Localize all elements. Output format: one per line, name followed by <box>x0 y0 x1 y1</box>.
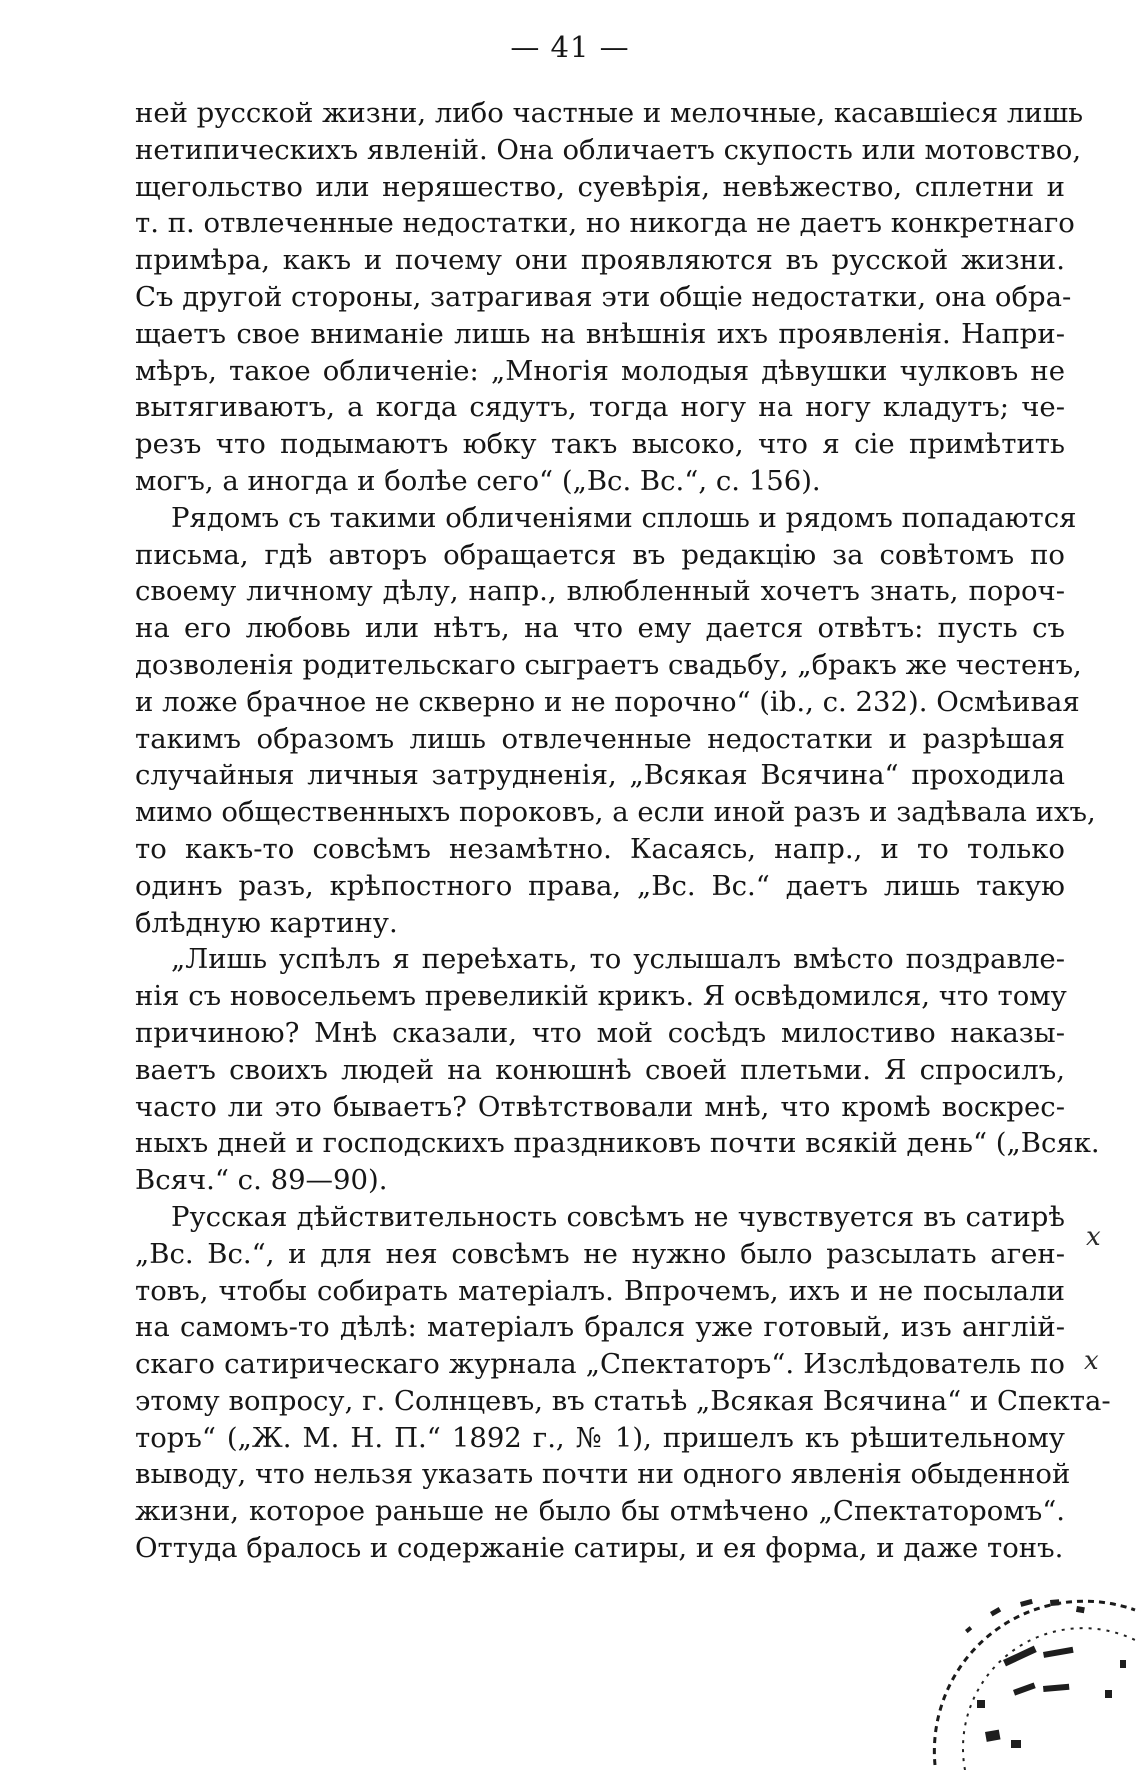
text-line: выводу, что нельзя указать почти ни одного явленія обыденной <box>135 1458 1071 1491</box>
text-line: такимъ образомъ лишь отвлеченные недостатки и разрѣшая <box>135 722 1065 755</box>
text-line: своему личному дѣлу, напр., влюбленный хочетъ знать, пороч- <box>135 575 1065 608</box>
text-line: и ложе брачное не скверно и не порочно“ (ib., с. 232). Осмѣивая <box>135 685 1080 718</box>
paragraph-3 <box>135 941 1100 1199</box>
paragraph-1 <box>135 95 1084 500</box>
page-number: — 41 — <box>510 30 630 64</box>
text-line: мимо общественныхъ пороковъ, а если иной разъ и задѣвала ихъ, <box>135 796 1096 829</box>
text-line: „Лишь успѣлъ я переѣхать, то услышалъ вмѣсто поздравле- <box>171 943 1065 976</box>
text-line: нетипическихъ явленій. Она обличаетъ скупость или мотовство, <box>135 133 1082 166</box>
text-line: нія съ новосельемъ превеликій крикъ. Я освѣдомился, что тому <box>135 980 1067 1013</box>
body-text <box>135 95 1111 1567</box>
text-line: Оттуда бралось и содержаніе сатиры, и ея форма, и даже тонъ. <box>135 1532 1064 1565</box>
text-line: то какъ-то совсѣмъ незамѣтно. Касаясь, напр., и то только <box>135 832 1065 865</box>
text-line: дозволенія родительскаго сыграетъ свадьбу, „бракъ же честенъ, <box>135 648 1082 681</box>
text-line: т. п. отвлеченные недостатки, но никогда не даетъ конкретнаго <box>135 207 1075 240</box>
text-line: случайныя личныя затрудненія, „Всякая Всячина“ проходила <box>135 759 1065 792</box>
text-line: щаетъ свое вниманіе лишь на внѣшнія ихъ проявленія. Напри- <box>135 317 1065 350</box>
text-line: ваетъ своихъ людей на конюшнѣ своей плетьми. Я спросилъ, <box>135 1053 1065 1086</box>
text-line: Съ другой стороны, затрагивая эти общіе недостатки, она обра- <box>135 280 1072 313</box>
text-line: причиною? Мнѣ сказали, что мой сосѣдъ милостиво наказы- <box>135 1016 1065 1049</box>
margin-note-mark: x <box>1086 1222 1101 1252</box>
paragraph-4 <box>135 1199 1111 1567</box>
text-line: скаго сатирическаго журнала „Спектаторъ“. Изслѣдователь по <box>135 1348 1065 1381</box>
margin-note-mark: x <box>1084 1346 1099 1376</box>
text-line: торъ“ („Ж. М. Н. П.“ 1892 г., № 1), пришелъ къ рѣшительному <box>135 1421 1065 1454</box>
text-line: ныхъ дней и господскихъ праздниковъ почти всякій день“ („Всяк. <box>135 1127 1100 1160</box>
text-line: товъ, чтобы собирать матеріалъ. Впрочемъ, ихъ и не посылали <box>135 1274 1065 1307</box>
stamp-icon <box>925 1590 1140 1770</box>
text-line: мѣръ, такое обличеніе: „Многія молодыя дѣвушки чулковъ не <box>135 354 1065 387</box>
paragraph-2 <box>135 500 1096 942</box>
text-line: часто ли это бываетъ? Отвѣтствовали мнѣ, что кромѣ воскрес- <box>135 1090 1065 1123</box>
text-line: Русская дѣйствительность совсѣмъ не чувствуется въ сатирѣ <box>171 1200 1065 1233</box>
text-line: Всяч.“ с. 89—90). <box>135 1164 388 1197</box>
text-line: щегольство или неряшество, суевѣрія, невѣжество, сплетни и <box>135 170 1065 203</box>
text-line: вытягиваютъ, а когда сядутъ, тогда ногу на ногу кладутъ; че- <box>135 391 1065 424</box>
text-line: одинъ разъ, крѣпостного права, „Вс. Вс.“ даетъ лишь такую <box>135 869 1065 902</box>
library-stamp <box>925 1590 1140 1770</box>
text-line: на его любовь или нѣтъ, на что ему дается отвѣтъ: пусть съ <box>135 612 1065 645</box>
text-line: резъ что подымаютъ юбку такъ высоко, что я сіе примѣтить <box>135 428 1065 461</box>
text-line: „Вс. Вс.“, и для нея совсѣмъ не нужно было разсылать аген- <box>135 1237 1065 1270</box>
text-line: могъ, а иногда и болѣе сего“ („Вс. Вс.“, с. 156). <box>135 464 821 497</box>
text-line: жизни, которое раньше не было бы отмѣчено „Спектаторомъ“. <box>135 1495 1065 1528</box>
text-line: этому вопросу, г. Солнцевъ, въ статьѣ „Всякая Всячина“ и Спекта- <box>135 1384 1111 1417</box>
text-line: письма, гдѣ авторъ обращается въ редакцію за совѣтомъ по <box>135 538 1065 571</box>
text-line: на самомъ-то дѣлѣ: матеріалъ брался уже готовый, изъ англій- <box>135 1311 1065 1344</box>
text-line: блѣдную картину. <box>135 906 398 939</box>
text-line: ней русской жизни, либо частные и мелочные, касавшіеся лишь <box>135 97 1084 129</box>
text-line: примѣра, какъ и почему они проявляются въ русской жизни. <box>135 244 1065 277</box>
text-line: Рядомъ съ такими обличеніями сплошь и рядомъ попадаются <box>171 501 1077 534</box>
